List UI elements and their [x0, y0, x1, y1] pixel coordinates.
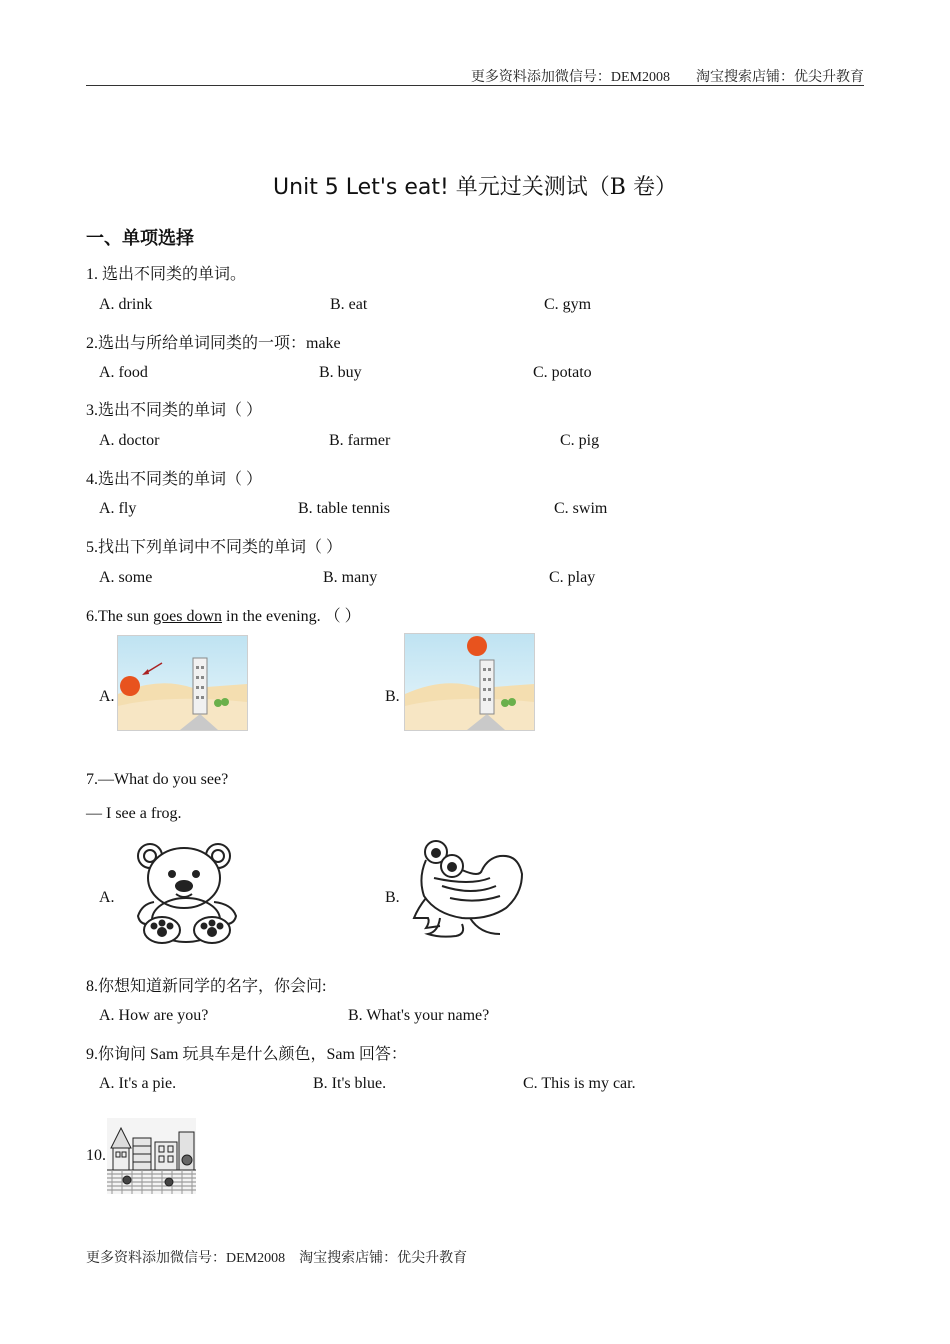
title-cn: 单元过关测试（B 卷）: [455, 175, 677, 200]
page-header: [471, 66, 864, 86]
question-9-stem: 9.你询问 Sam 玩具车是什么颜色，Sam 回答：: [86, 1046, 407, 1063]
header-shop: 淘宝搜索店铺：优尖升教育: [696, 70, 864, 85]
footer-shop: 淘宝搜索店铺：优尖升教育: [299, 1251, 468, 1266]
question-1-stem: 1. 选出不同类的单词。: [86, 266, 247, 283]
town-scene-image: [107, 1118, 196, 1194]
q1-option-a: A. drink: [99, 296, 153, 313]
frog-image: [410, 838, 532, 946]
sunset-image-a: [117, 635, 248, 731]
title-en: Unit 5 Let's eat!: [273, 175, 449, 200]
q3-option-b: B. farmer: [329, 432, 391, 449]
header-divider: [86, 85, 864, 86]
q5-option-a: A. some: [99, 569, 153, 586]
question-10-stem: 10.: [86, 1147, 106, 1164]
q9-option-a: A. It's a pie.: [99, 1075, 177, 1092]
q2-option-c: C. potato: [533, 364, 592, 381]
q9-option-b: B. It's blue.: [313, 1075, 387, 1092]
q7-option-a: A.: [99, 889, 115, 906]
q2-option-a: A. food: [99, 364, 148, 381]
page-title: [0, 170, 950, 201]
q4-option-a: A. fly: [99, 500, 137, 517]
q1-option-c: C. gym: [544, 296, 592, 313]
teddy-bear-image: [132, 840, 242, 945]
q3-option-c: C. pig: [560, 432, 600, 449]
q4-option-c: C. swim: [554, 500, 608, 517]
q2-option-b: B. buy: [319, 364, 362, 381]
q4-option-b: B. table tennis: [298, 500, 390, 517]
page-footer: [86, 1247, 467, 1267]
q5-option-b: B. many: [323, 569, 378, 586]
question-6-stem: [86, 603, 361, 626]
q6-stem-post: in the evening. （ ）: [222, 608, 361, 625]
q6-option-b: B.: [385, 688, 400, 705]
footer-wechat: 更多资料添加微信号：DEM2008: [86, 1251, 286, 1266]
question-7-stem: 7.—What do you see?: [86, 771, 229, 788]
q8-option-b: B. What's your name?: [348, 1007, 490, 1024]
q6-stem-underlined: goes down: [153, 608, 222, 625]
question-7-answer: — I see a frog.: [86, 805, 182, 822]
section-heading: 一、单项选择: [86, 228, 194, 248]
question-5-stem: 5.找出下列单词中不同类的单词（ ）: [86, 539, 343, 556]
question-8-stem: 8.你想知道新同学的名字，你会问:: [86, 978, 327, 995]
q1-option-b: B. eat: [330, 296, 368, 313]
q6-option-a: A.: [99, 688, 115, 705]
q7-option-b: B.: [385, 889, 400, 906]
q6-stem-pre: 6.The sun: [86, 608, 154, 625]
sunrise-image-b: [404, 633, 535, 731]
q8-option-a: A. How are you?: [99, 1007, 209, 1024]
q9-option-c: C. This is my car.: [523, 1075, 636, 1092]
question-3-stem: 3.选出不同类的单词（ ）: [86, 402, 263, 419]
q3-option-a: A. doctor: [99, 432, 160, 449]
question-2-stem: 2.选出与所给单词同类的一项：make: [86, 335, 341, 352]
question-4-stem: 4.选出不同类的单词（ ）: [86, 471, 263, 488]
header-wechat: 更多资料添加微信号：DEM2008: [470, 70, 670, 85]
q5-option-c: C. play: [549, 569, 596, 586]
